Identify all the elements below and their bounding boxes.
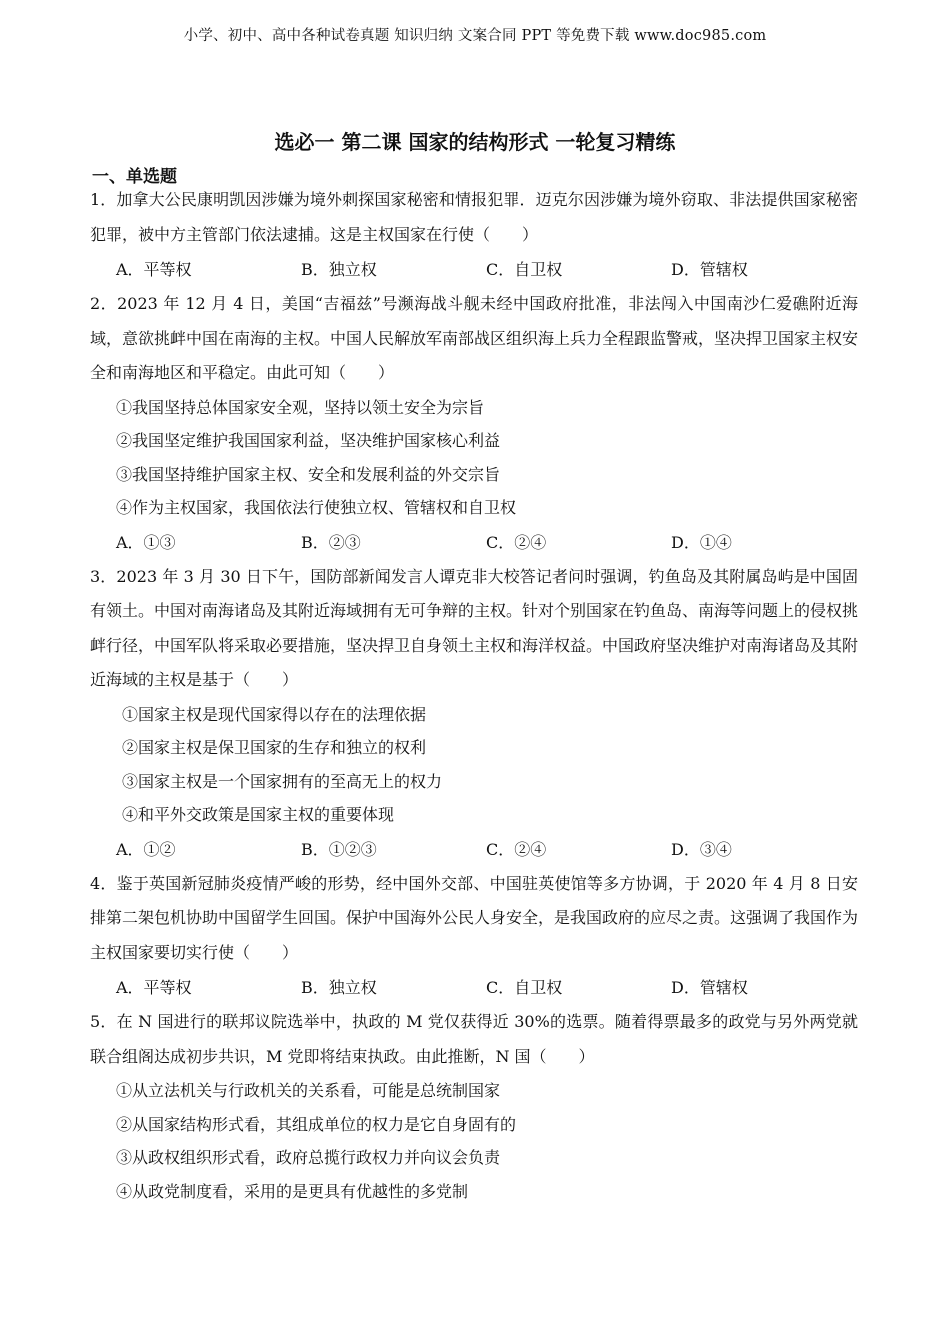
statement-item: ②从国家结构形式看，其组成单位的权力是它自身固有的 [116, 1114, 517, 1134]
option-row [90, 525, 858, 560]
option-d: D．管辖权 [671, 260, 748, 279]
question-5 [90, 1005, 858, 1208]
option-b: B．②③ [301, 532, 361, 552]
section-title: 一、单选题 [92, 167, 177, 187]
question-stem: 1．加拿大公民康明凯因涉嫌为境外刺探国家秘密和情报犯罪．迈克尔因涉嫌为境外窃取、非法提供国家秘密犯罪，被中方主管部门依法逮捕。这是主权国家在行使（ ） [90, 190, 858, 244]
option-row [90, 832, 858, 867]
statement-item: ②国家主权是保卫国家的生存和独立的权利 [122, 738, 427, 757]
statement-item: ④从政党制度看，采用的是更具有优越性的多党制 [116, 1181, 469, 1201]
option-c: C．②④ [486, 532, 547, 552]
statement-item: ③国家主权是一个国家拥有的至高无上的权力 [122, 771, 443, 791]
option-d: D．管辖权 [671, 978, 748, 997]
statement-list [90, 391, 858, 525]
question-stem: 2．2023 年 12 月 4 日，美国“吉福兹”号濒海战斗舰未经中国政府批准，非法闯入中国南沙仁爱礁附近海域，意欲挑衅中国在南海的主权。中国人民解放军南部战区组织海上兵力全程跟监警戒，坚决捍卫国家主权安全和南海地区和平稳定。由此可知（ ） [90, 294, 859, 382]
option-d: D．③④ [671, 839, 732, 859]
statement-item: ③我国坚持维护国家主权、安全和发展利益的外交宗旨 [116, 464, 501, 484]
option-a: A．①③ [116, 532, 176, 552]
option-a: A．①② [116, 839, 176, 859]
question-stem: 3．2023 年 3 月 30 日下午，国防部新闻发言人谭克非大校答记者问时强调，钓鱼岛及其附属岛屿是中国固有领土。中国对南海诸岛及其附近海域拥有无可争辩的主权。针对个别国家在钓鱼岛、南海等问题上的侵权挑衅行径，中国军队将采取必要措施，坚决捍卫自身领土主权和海洋权益。中国政府坚决维护对南海诸岛及其附近海域的主权是基于（ ） [90, 566, 859, 689]
option-d: D．①④ [671, 532, 732, 552]
statement-item: ④作为主权国家，我国依法行使独立权、管辖权和自卫权 [116, 498, 517, 517]
option-a: A．平等权 [116, 978, 192, 997]
question-list [90, 183, 858, 1208]
option-row [90, 970, 858, 1005]
statement-item: ①从立法机关与行政机关的关系看，可能是总统制国家 [116, 1081, 501, 1100]
option-b: B．独立权 [301, 260, 377, 279]
option-c: C．自卫权 [486, 260, 563, 279]
statement-item: ②我国坚定维护我国国家利益，坚决维护国家核心利益 [116, 431, 501, 450]
question-stem: 4．鉴于英国新冠肺炎疫情严峻的形势，经中国外交部、中国驻英使馆等多方协调，于 2020 年 4 月 8 日安排第二架包机协助中国留学生回国。保护中国海外公民人身安全，是我国政府的应尽之责。这强调了我国作为主权国家要切实行使（ ） [90, 873, 859, 962]
question-1 [90, 183, 858, 287]
question-stem: 5．在 N 国进行的联邦议院选举中，执政的 M 党仅获得近 30%的选票。随着得票最多的政党与另外两党就联合组阁达成初步共识，M 党即将结束执政。由此推断，N 国（ ） [90, 1012, 858, 1066]
statement-item: ③从政权组织形式看，政府总揽行政权力并向议会负责 [116, 1148, 501, 1167]
option-row [90, 252, 858, 287]
question-4 [90, 867, 858, 1006]
statement-item: ①我国坚持总体国家安全观，坚持以领土安全为宗旨 [116, 397, 485, 417]
option-b: B．①②③ [301, 839, 377, 859]
option-b: B．独立权 [301, 978, 377, 997]
question-3 [90, 560, 858, 867]
statement-list [90, 698, 858, 832]
question-2 [90, 287, 858, 560]
statement-item: ④和平外交政策是国家主权的重要体现 [122, 805, 395, 824]
option-c: C．②④ [486, 839, 547, 859]
option-c: C．自卫权 [486, 978, 563, 997]
statement-list [90, 1074, 858, 1208]
page-header: 小学、初中、高中各种试卷真题 知识归纳 文案合同 PPT 等免费下载 www.doc985.com [183, 28, 767, 44]
option-a: A．平等权 [116, 260, 192, 279]
statement-item: ①国家主权是现代国家得以存在的法理依据 [122, 704, 427, 724]
page-title: 选必一 第二课 国家的结构形式 一轮复习精练 [274, 130, 676, 154]
